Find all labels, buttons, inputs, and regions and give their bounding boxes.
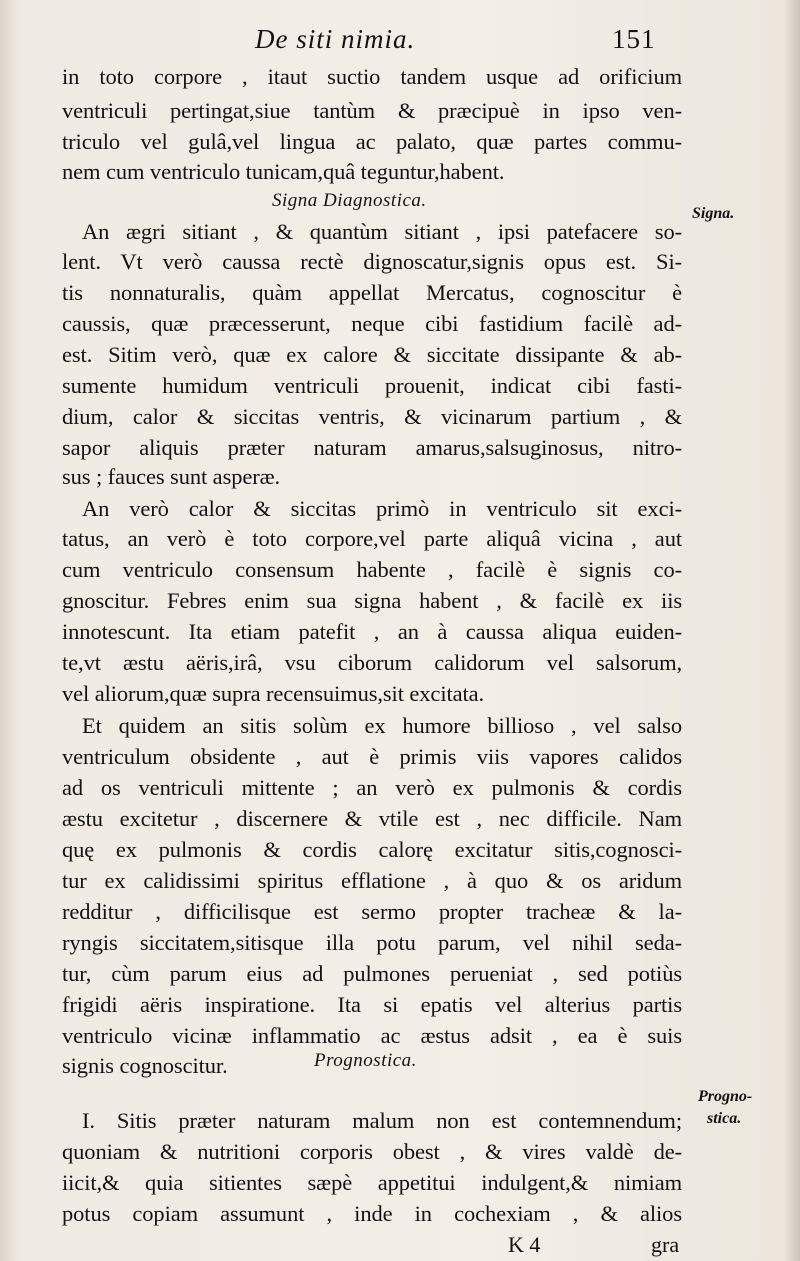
text-line: I. Sitis præter naturam malum non est contemnendum;: [82, 1108, 682, 1133]
text-line: ad os ventriculi mittente ; an verò ex pulmonis & cordis: [62, 775, 682, 800]
text-line: ventriculo vicinæ inflammatio ac æstus adsit , ea è suis: [62, 1023, 682, 1048]
page-number: 151: [612, 24, 656, 54]
text-line: quoniam & nutritioni corporis obest , & vires valdè de-: [62, 1139, 682, 1164]
text-line: Et quidem an sitis solùm ex humore billioso , vel salso: [82, 713, 682, 738]
running-title: De siti nimia.: [255, 24, 416, 54]
text-line: te,vt æstu aëris,irâ, vsu ciborum calidorum vel salsorum,: [62, 650, 682, 675]
text-line: lent. Vt verò caussa rectè dignoscatur,signis opus est. Si-: [62, 249, 682, 274]
text-line: sapor aliquis præter naturam amarus,salsuginosus, nitro-: [62, 435, 682, 460]
text-line: tur, cùm parum eius ad pulmones perueniat , sed potiùs: [62, 961, 682, 986]
text-line: cum ventriculo consensum habente , facilè è signis co-: [62, 557, 682, 582]
text-line: triculo vel gulâ,vel lingua ac palato, quæ partes commu-: [62, 129, 682, 154]
subheading-prognostica: Prognostica.: [314, 1050, 417, 1071]
page-edge-shadow: [784, 0, 800, 1261]
marginal-note-signa: Signa.: [692, 205, 735, 222]
text-line: sus ; fauces sunt asperæ.: [62, 464, 281, 489]
text-line: in toto corpore , itaut suctio tandem usque ad orificium: [62, 64, 682, 89]
text-line: signis cognoscitur.: [62, 1053, 228, 1078]
marginal-note-prognostica-1: Progno-: [698, 1088, 753, 1105]
text-line: ryngis siccitatem,sitisque illa potu parum, vel nihil seda-: [62, 930, 682, 955]
text-line: frigidi aëris inspiratione. Ita si epatis vel alterius partis: [62, 992, 682, 1017]
text-line: An verò calor & siccitas primò in ventriculo sit exci-: [82, 496, 682, 521]
text-line: tis nonnaturalis, quàm appellat Mercatus, cognoscitur è: [62, 280, 682, 305]
text-line: redditur , difficilisque est sermo propter tracheæ & la-: [62, 899, 682, 924]
text-line: quę ex pulmonis & cordis calorę excitatur sitis,cognosci-: [62, 837, 682, 862]
subheading-diagnostica: Signa Diagnostica.: [272, 190, 427, 211]
marginal-note-prognostica-2: stica.: [707, 1110, 742, 1127]
text-line: sumente humidum ventriculi prouenit, indicat cibi fasti-: [62, 373, 682, 398]
text-line: vel aliorum,quæ supra recensuimus,sit excitata.: [62, 681, 485, 706]
text-line: ventriculi pertingat,siue tantùm & præcipuè in ipso ven-: [62, 98, 682, 123]
signature-mark: K 4: [508, 1232, 541, 1257]
text-line: innotescunt. Ita etiam patefit , an à caussa aliqua euiden-: [62, 619, 682, 644]
text-line: tatus, an verò è toto corpore,vel parte aliquâ vicina , aut: [62, 526, 682, 551]
text-line: dium, calor & siccitas ventris, & vicinarum partium , &: [62, 404, 682, 429]
text-line: est. Sitim verò, quæ ex calore & siccitate dissipante & ab-: [62, 342, 682, 367]
catchword: gra: [651, 1232, 680, 1257]
text-line: iicit,& quia sitientes sæpè appetitui indulgent,& nimiam: [62, 1170, 682, 1195]
text-line: ventriculum obsidente , aut è primis viis vapores calidos: [62, 744, 682, 769]
text-line: nem cum ventriculo tunicam,quâ teguntur,habent.: [62, 159, 505, 184]
text-line: æstu excitetur , discernere & vtile est , nec difficile. Nam: [62, 806, 682, 831]
text-line: tur ex calidissimi spiritus efflatione , à quo & os aridum: [62, 868, 682, 893]
text-line: potus copiam assumunt , inde in cochexiam , & alios: [62, 1201, 682, 1226]
text-line: caussis, quæ præcesserunt, neque cibi fastidium facilè ad-: [62, 311, 682, 336]
text-line: An ægri sitiant , & quantùm sitiant , ipsi patefacere so-: [82, 219, 682, 244]
text-line: gnoscitur. Febres enim sua signa habent , & facilè ex iis: [62, 588, 682, 613]
